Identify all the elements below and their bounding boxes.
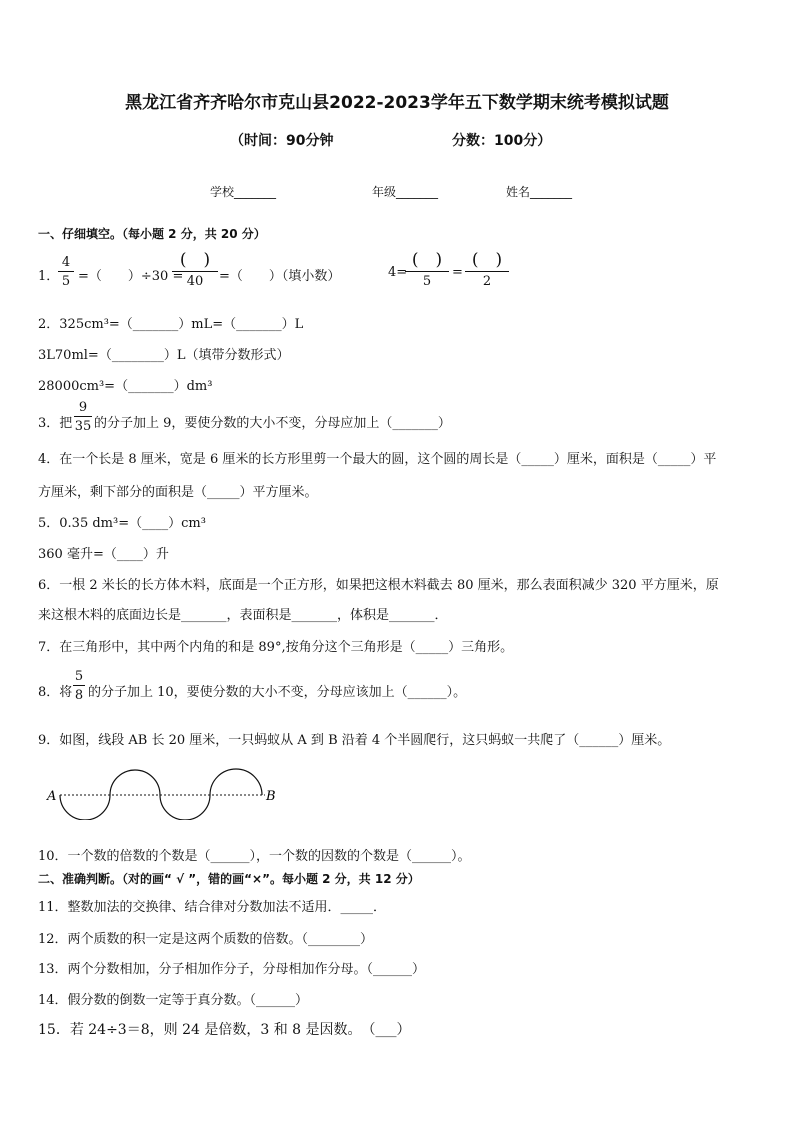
question-text: 28000cm³=（_______）dm³: [38, 379, 213, 394]
page-title: 黑龙江省齐齐哈尔市克山县2022-2023学年五下数学期末统考模拟试题: [125, 93, 669, 113]
school-field: 学校_______: [210, 185, 277, 199]
question-text: 7．在三角形中，其中两个内角的和是 89°,按角分这个三角形是（_____）三角形。: [38, 640, 514, 655]
fraction: ( ) 2: [465, 252, 509, 288]
name-field: 姓名_______: [506, 185, 573, 199]
semicircle-3: [160, 795, 210, 820]
point-a-label: A: [47, 789, 57, 804]
question-text: 15．若 24÷3＝8，则 24 是倍数，3 和 8 是因数。 （___）: [38, 1022, 411, 1038]
semicircle-2: [110, 770, 160, 795]
question-text: 14．假分数的倒数一定等于真分数。（______）: [38, 993, 309, 1008]
question-text: 的分子加上 9，要使分数的大小不变，分母应加上（_______）: [94, 416, 451, 431]
point-b-label: B: [266, 789, 276, 804]
question-text: 12．两个质数的积一定是这两个质数的倍数。（________）: [38, 932, 374, 947]
question-text: 的分子加上 10，要使分数的大小不变，分母应该加上（______）。: [88, 685, 467, 700]
question-text: 5．0.35 dm³=（____）cm³: [38, 516, 206, 531]
question-text: 4=: [388, 265, 408, 280]
question-text: =（ ）÷30 =: [78, 269, 184, 284]
fraction: 5 8: [74, 669, 84, 703]
question-text: 方厘米，剩下部分的面积是（_____）平方厘米。: [38, 485, 318, 500]
question-text: 来这根木料的底面边长是_______，表面积是_______，体积是_______．: [38, 608, 448, 623]
grade-field: 年级_______: [372, 185, 439, 199]
semicircle-1: [60, 795, 110, 820]
question-text: 11．整数加法的交换律、结合律对分数加法不适用．_____．: [38, 900, 387, 915]
exam-time: （时间：90分钟: [230, 133, 334, 149]
exam-score: 分数：100分）: [452, 133, 552, 149]
question-number: 1．: [38, 269, 60, 284]
question-text: 3L70ml=（________）L（填带分数形式）: [38, 348, 290, 363]
fraction: 4 5: [58, 256, 74, 288]
semicircles-figure: [40, 760, 290, 820]
equals-sign: =: [452, 265, 463, 280]
question-text: 6．一根 2 米长的长方体木料，底面是一个正方形，如果把这根木料截去 80 厘米，那么表面积减少 320 平方厘米，原: [38, 578, 719, 593]
question-text: 9．如图，线段 AB 长 20 厘米，一只蚂蚁从 A 到 B 沿着 4 个半圆爬行，这只蚂蚁一共爬了（______）厘米。: [38, 733, 671, 748]
fraction: 9 35: [74, 400, 92, 434]
section-heading: 一、仔细填空。（每小题 2 分，共 20 分）: [38, 227, 266, 241]
question-text: 360 毫升=（____）升: [38, 547, 169, 562]
question-text: 13．两个分数相加，分子相加作分子，分母相加作分母。（______）: [38, 962, 426, 977]
question-text: 8．将: [38, 685, 73, 700]
question-text: 3．把: [38, 416, 73, 431]
fraction: ( ) 40: [172, 252, 218, 288]
fraction: ( ) 5: [405, 252, 449, 288]
question-text: 4．在一个长是 8 厘米，宽是 6 厘米的长方形里剪一个最大的圆，这个圆的周长是（_____）厘米，面积是（_____）平: [38, 452, 717, 467]
question-text: =（ ）（填小数）: [219, 269, 341, 284]
question-text: 2．325cm³=（_______）mL=（_______）L: [38, 317, 304, 332]
question-text: 10．一个数的倍数的个数是（______），一个数的因数的个数是（______）。: [38, 849, 471, 864]
section-heading: 二、准确判断。（对的画“ √ ”，错的画“×”。每小题 2 分，共 12 分）: [38, 872, 420, 886]
semicircle-4: [210, 769, 262, 795]
